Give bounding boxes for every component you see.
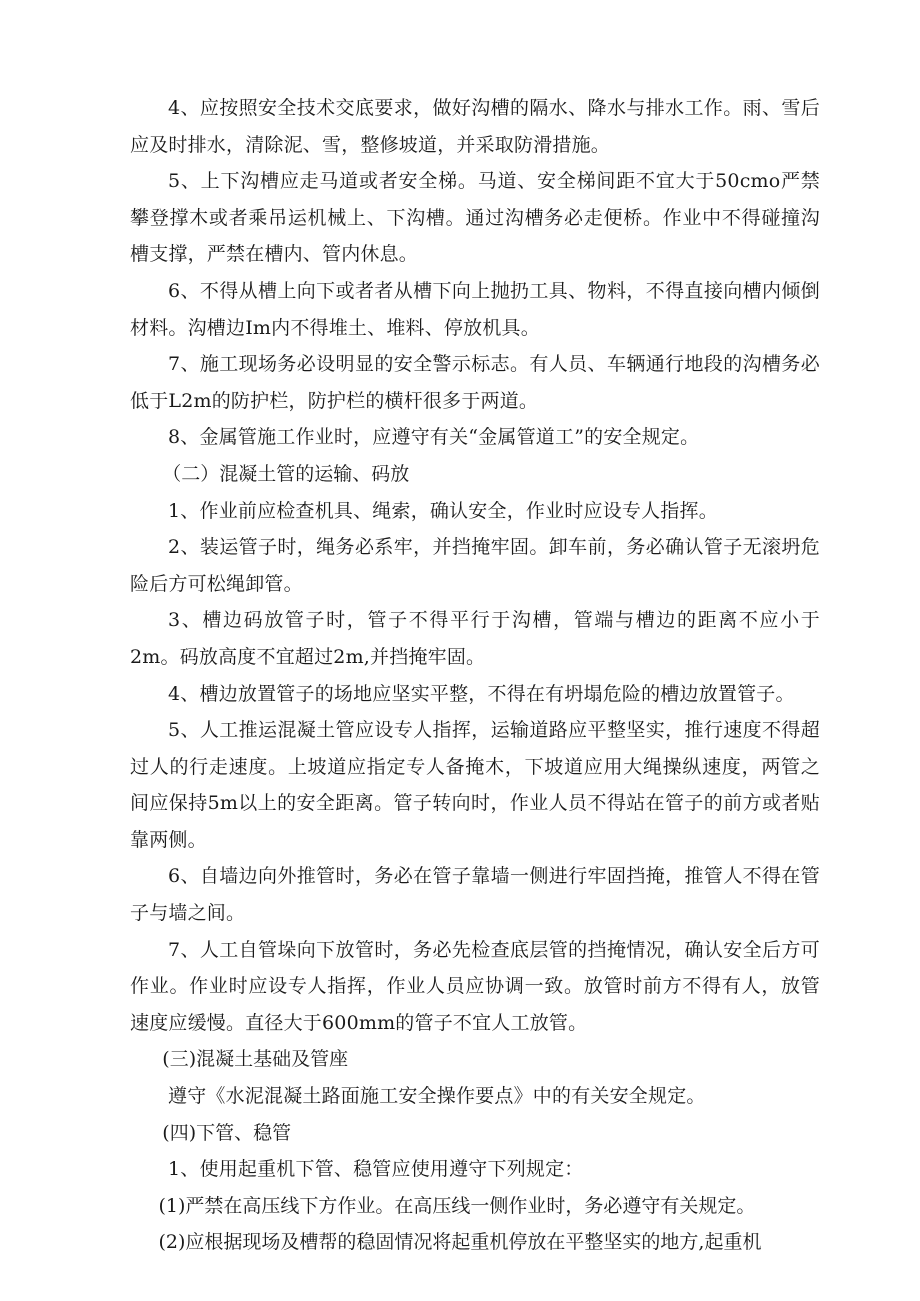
- section-heading-3: (三)混凝土基础及管座: [162, 1048, 349, 1071]
- paragraph-2-6: 6、自墙边向外推管时，务必在管子靠墙一侧进行牢固挡掩，推管人不得在管子与墙之间。: [130, 865, 820, 925]
- paragraph-2-2: 2、装运管子时，绳务必系牢，并挡掩牢固。卸车前，务必确认管子无滚坍危险后方可松绳卸管。: [130, 536, 820, 595]
- paragraph-item-5-access: 5、上下沟槽应走马道或者安全梯。马道、安全梯间距不宜大于50cmo严禁攀登撑木或者乘吊运机械上、下沟槽。通过沟槽务必走便桥。作业中不得碰撞沟槽支撑，严禁在槽内、管内休息。: [130, 170, 820, 266]
- paragraph-4-1: 1、使用起重机下管、稳管应使用遵守下列规定：: [168, 1158, 584, 1181]
- paragraph-item-7-warning-signs: 7、施工现场务必设明显的安全警示标志。有人员、车辆通行地段的沟槽务必低于L2m的防护栏，防护栏的横杆很多于两道。: [130, 353, 820, 412]
- paragraph-2-7: 7、人工自管垛向下放管时，务必先检查底层管的挡掩情况，确认安全后方可作业。作业时应设专人指挥，作业人员应协调一致。放管时前方不得有人，放管速度应缓慢。直径大于600mm的管子不宜人工放管。: [130, 938, 820, 1034]
- paragraph-2-4: 4、槽边放置管子的场地应坚实平整，不得在有坍塌危险的槽边放置管子。: [168, 682, 795, 705]
- paragraph-3-1: 遵守《水泥混凝土路面施工安全操作要点》中的有关安全规定。: [168, 1085, 706, 1108]
- paragraph-item-4-drainage: 4、应按照安全技术交底要求，做好沟槽的隔水、降水与排水工作。雨、雪后应及时排水，清除泥、雪，整修坡道，并采取防滑措施。: [130, 97, 820, 156]
- section-heading-4: (四)下管、稳管: [162, 1121, 292, 1144]
- paragraph-2-5: 5、人工推运混凝土管应设专人指挥，运输道路应平整坚实，推行速度不得超过人的行走速度。上坡道应指定专人备掩木，下坡道应用大绳操纵速度，两管之间应保持5m以上的安全距离。管子转向时，作业人员不得站在管子的前方或者贴靠两侧。: [130, 719, 820, 851]
- paragraph-2-1: 1、作业前应检查机具、绳索，确认安全，作业时应设专人指挥。: [168, 499, 718, 522]
- subitem-4-1-2: (2)应根据现场及槽帮的稳固情况将起重机停放在平整坚实的地方,起重机: [158, 1231, 762, 1254]
- section-heading-2: （二）混凝土管的运输、码放: [162, 462, 410, 485]
- subitem-4-1-1: (1)严禁在高压线下方作业。在高压线一侧作业时，务必遵守有关规定。: [158, 1194, 756, 1217]
- paragraph-item-8-metal-pipe: 8、金属管施工作业时，应遵守有关“金属管道工”的安全规定。: [168, 426, 700, 449]
- paragraph-item-6-throwing: 6、不得从槽上向下或者者从槽下向上抛扔工具、物料，不得直接向槽内倾倒材料。沟槽边Im内不得堆土、堆料、停放机具。: [130, 279, 820, 339]
- document-body: [130, 90, 820, 1261]
- paragraph-2-3: 3、槽边码放管子时，管子不得平行于沟槽，管端与槽边的距离不应小于2m。码放高度不宜超过2m,并挡掩牢固。: [130, 609, 820, 668]
